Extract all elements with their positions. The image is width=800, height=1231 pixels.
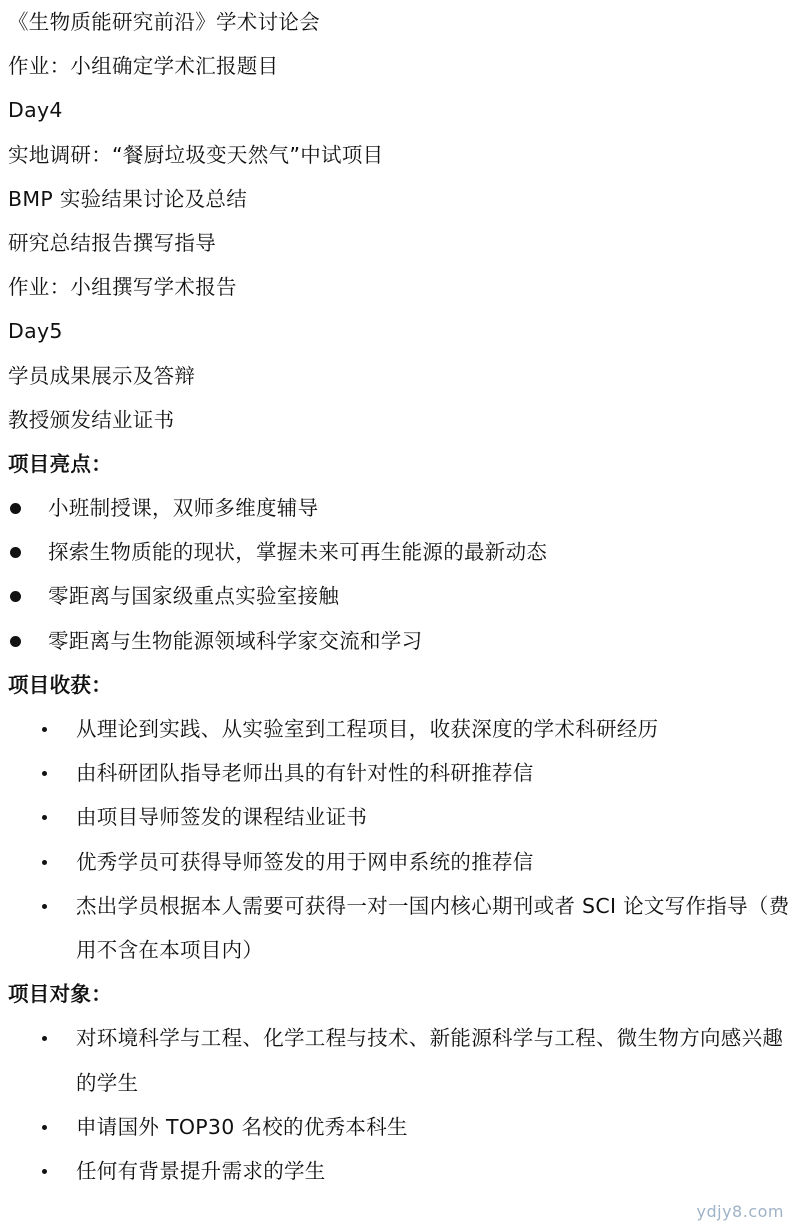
section-heading-audience: 项目对象：	[8, 982, 112, 1007]
list-item	[8, 707, 798, 751]
bullet-small-icon	[42, 860, 47, 865]
schedule-line: 实地调研：“餐厨垃圾变天然气”中试项目	[8, 142, 384, 167]
document-body	[8, 0, 798, 1193]
schedule-line: 《生物质能研究前沿》学术讨论会	[8, 10, 320, 34]
list-item-text: 任何有背景提升需求的学生	[76, 1158, 326, 1183]
bullet-small-icon	[42, 771, 47, 776]
schedule-line: BMP 实验结果讨论及总结	[8, 186, 248, 211]
list-item	[8, 1105, 798, 1149]
bullet-small-icon	[42, 904, 47, 909]
bullet-dot-icon	[10, 636, 21, 647]
list-item-text: 申请国外 TOP30 名校的优秀本科生	[76, 1114, 408, 1139]
site-watermark: ydjy8.com	[696, 1202, 784, 1221]
list-item	[8, 840, 798, 884]
list-item-text: 优秀学员可获得导师签发的用于网申系统的推荐信	[76, 849, 534, 874]
list-item-text: 对环境科学与工程、化学工程与技术、新能源科学与工程、微生物方向感兴趣的学生	[76, 1026, 784, 1095]
bullet-dot-icon	[10, 503, 21, 514]
bullet-small-icon	[42, 1036, 47, 1041]
section-heading-gains: 项目收获：	[8, 672, 112, 697]
list-item	[8, 751, 798, 795]
list-item	[8, 574, 798, 618]
schedule-line: 作业：小组确定学术汇报题目	[8, 54, 279, 79]
list-item-text: 小班制授课，双师多维度辅导	[48, 496, 319, 521]
list-item	[8, 884, 798, 972]
list-item-text: 零距离与生物能源领域科学家交流和学习	[48, 628, 423, 653]
day-label: Day4	[8, 98, 63, 123]
list-item	[8, 619, 798, 663]
list-item-text: 从理论到实践、从实验室到工程项目，收获深度的学术科研经历	[76, 717, 659, 741]
list-item-text: 零距离与国家级重点实验室接触	[48, 584, 340, 609]
list-item	[8, 486, 798, 530]
list-item	[8, 1149, 798, 1193]
bullet-small-icon	[42, 1169, 47, 1174]
bullet-dot-icon	[10, 591, 21, 602]
schedule-line: 学员成果展示及答辩	[8, 363, 196, 388]
schedule-line: 教授颁发结业证书	[8, 407, 175, 432]
schedule-line: 研究总结报告撰写指导	[8, 230, 216, 255]
day-label: Day5	[8, 319, 63, 344]
list-item-text: 由科研团队指导老师出具的有针对性的科研推荐信	[76, 761, 534, 786]
list-item	[8, 530, 798, 574]
bullet-small-icon	[42, 1125, 47, 1130]
schedule-line: 作业：小组撰写学术报告	[8, 275, 237, 300]
bullet-small-icon	[42, 815, 47, 820]
list-item-text: 杰出学员根据本人需要可获得一对一国内核心期刊或者 SCI 论文写作指导（费用不含在本项目内）	[76, 893, 790, 962]
list-item	[8, 1016, 798, 1104]
list-item-text: 由项目导师签发的课程结业证书	[76, 805, 368, 830]
list-item-text: 探索生物质能的现状，掌握未来可再生能源的最新动态	[48, 540, 548, 565]
bullet-dot-icon	[10, 547, 21, 558]
list-item	[8, 795, 798, 839]
bullet-small-icon	[42, 727, 47, 732]
section-heading-highlights: 项目亮点：	[8, 451, 112, 476]
